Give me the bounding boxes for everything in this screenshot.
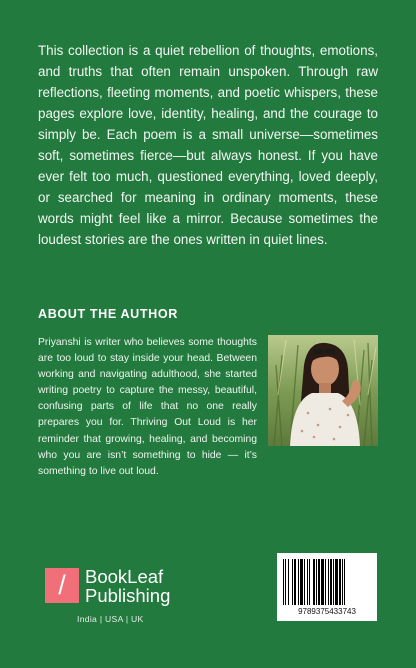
author-photo: [268, 335, 378, 446]
about-author-heading: ABOUT THE AUTHOR: [38, 307, 178, 321]
barcode-bars: [283, 559, 371, 605]
publisher-name-line2: Publishing: [85, 585, 171, 606]
publisher-logo: [45, 568, 205, 628]
logo-slash: /: [58, 570, 66, 600]
publisher-name-line1: BookLeaf: [85, 566, 164, 587]
isbn-barcode: [277, 553, 377, 621]
bookleaf-logo-icon: [45, 568, 79, 603]
author-bio: Priyanshi is writer who believes some thoughts are too loud to stay inside your head. Between working and navigating adulthood, she started writing poetry to capture the messy, beautiful, confusing parts of life that no one really prepares you for. Thriving Out Loud is her reminder that growing, healing, and becoming who you are isn’t something to hide — it’s something to live out loud.: [38, 337, 257, 477]
isbn-number: 9789375433743: [298, 607, 356, 616]
back-cover-blurb: This collection is a quiet rebellion of thoughts, emotions, and truths that often remain unspoken. Through raw reflections, fleeting moments, and poetic whispers, these pages explore love, identity, healing, and the courage to simply be. Each poem is a small universe—sometimes soft, sometimes fierce—but always honest. If you have ever felt too much, questioned everything, loved deeply, or searched for meaning in ordinary moments, these words might feel like a mirror. Because sometimes the loudest stories are the ones written in quiet lines.: [38, 43, 378, 247]
publisher-regions: India | USA | UK: [77, 614, 144, 624]
